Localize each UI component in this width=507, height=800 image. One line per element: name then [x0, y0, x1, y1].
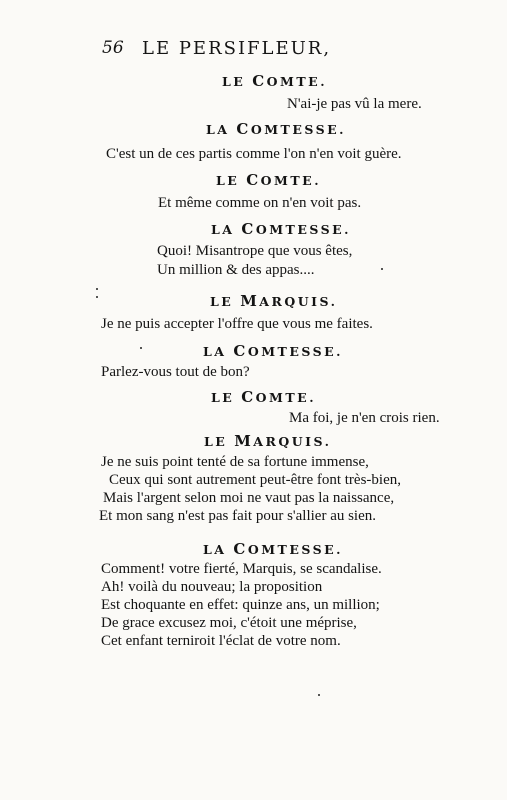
speaker-heading: LA COMTESSE.: [203, 540, 344, 558]
verse-line: Ah! voilà du nouveau; la proposition: [101, 579, 323, 595]
verse-line: Parlez-vous tout de bon?: [101, 364, 250, 380]
verse-line: Un million & des appas....: [157, 262, 315, 278]
verse-line: C'est un de ces partis comme l'on n'en voit guère.: [106, 146, 402, 162]
paper-speck: [381, 268, 383, 270]
speaker-heading: LE MARQUIS.: [204, 432, 332, 450]
speaker-heading: LE COMTE.: [211, 388, 317, 406]
page-header: [102, 38, 402, 62]
paper-speck: [318, 694, 320, 696]
speaker-heading: LA COMTESSE.: [203, 342, 344, 360]
verse-line: Mais l'argent selon moi ne vaut pas la naissance,: [103, 490, 395, 506]
paper-speck: [96, 296, 98, 298]
paper-speck: [96, 288, 98, 290]
speaker-heading: LE MARQUIS.: [210, 292, 338, 310]
verse-line: Cet enfant terniroit l'éclat de votre nom.: [101, 633, 341, 649]
paper-speck: [140, 347, 142, 349]
verse-line: Je ne suis point tenté de sa fortune immense,: [101, 454, 369, 470]
page-number: 56: [102, 38, 124, 58]
speaker-heading: LA COMTESSE.: [211, 220, 352, 238]
verse-line: Et mon sang n'est pas fait pour s'allier au sien.: [99, 508, 377, 524]
speaker-heading: LA COMTESSE.: [206, 120, 347, 138]
verse-line: N'ai-je pas vû la mere.: [287, 96, 422, 112]
verse-line: Et même comme on n'en voit pas.: [158, 195, 362, 211]
verse-line: Je ne puis accepter l'offre que vous me faites.: [101, 316, 373, 332]
verse-line: Est choquante en effet: quinze ans, un million;: [101, 597, 380, 613]
verse-line: Quoi! Misantrope que vous êtes,: [157, 243, 353, 259]
verse-line: Ceux qui sont autrement peut-être font très-bien,: [109, 472, 401, 488]
verse-line: De grace excusez moi, c'étoit une méprise,: [101, 615, 357, 631]
speaker-heading: LE COMTE.: [222, 72, 328, 90]
running-title: LE PERSIFLEUR,: [142, 38, 332, 59]
verse-line: Comment! votre fierté, Marquis, se scandalise.: [101, 561, 382, 577]
speaker-heading: LE COMTE.: [216, 171, 322, 189]
verse-line: Ma foi, je n'en crois rien.: [289, 410, 440, 426]
